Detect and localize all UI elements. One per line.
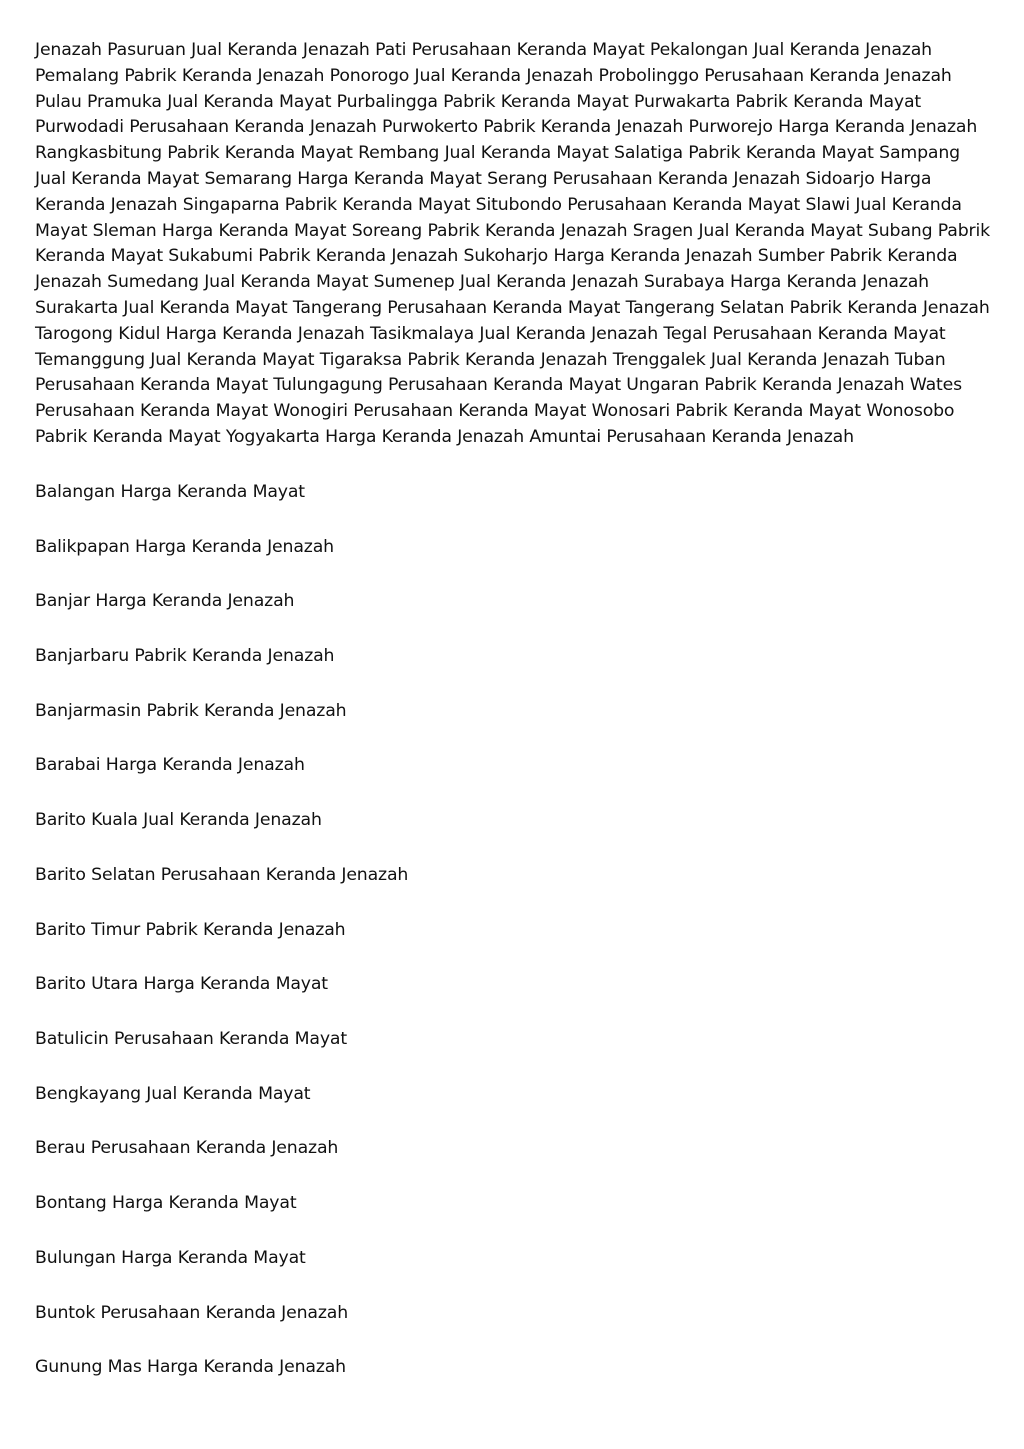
list-item: Gunung Mas Harga Keranda Jenazah <box>35 1357 346 1377</box>
list-item: Barito Selatan Perusahaan Keranda Jenazah <box>35 865 409 885</box>
list-item: Batulicin Perusahaan Keranda Mayat <box>35 1029 347 1049</box>
intro-paragraph: Jenazah Pasuruan Jual Keranda Jenazah Pati Perusahaan Keranda Mayat Pekalongan Jual Keranda Jenazah Pemalang Pabrik Keranda Jenazah Ponorogo Jual Keranda Jenazah Probolinggo Perusahaan Keranda Jenazah Pulau Pramuka Jual Keranda Mayat Purbalingga Pabrik Keranda Mayat Purwakarta Pabrik Keranda Mayat Purwodadi Perusahaan Keranda Jenazah Purwokerto Pabrik Keranda Jenazah Purworejo Harga Keranda Jenazah Rangkasbitung Pabrik Keranda Mayat Rembang Jual Keranda Mayat Salatiga Pabrik Keranda Mayat Sampang Jual Keranda Mayat Semarang Harga Keranda Mayat Serang Perusahaan Keranda Jenazah Sidoarjo Harga Keranda Jenazah Singaparna Pabrik Keranda Mayat Situbondo Perusahaan Keranda Mayat Slawi Jual Keranda Mayat Sleman Harga Keranda Mayat Soreang Pabrik Keranda Jenazah Sragen Jual Keranda Mayat Subang Pabrik Keranda Mayat Sukabumi Pabrik Keranda Jenazah Sukoharjo Harga Keranda Jenazah Sumber Pabrik Keranda Jenazah Sumedang Jual Keranda Mayat Sumenep Jual Keranda Jenazah Surabaya Harga Keranda Jenazah Surakarta Jual Keranda Mayat Tangerang Perusahaan Keranda Mayat Tangerang Selatan Pabrik Keranda Jenazah Tarogong Kidul Harga Keranda Jenazah Tasikmalaya Jual Keranda Jenazah Tegal Perusahaan Keranda Mayat Temanggung Jual Keranda Mayat Tigaraksa Pabrik Keranda Jenazah Trenggalek Jual Keranda Jenazah Tuban Perusahaan Keranda Mayat Tulungagung Perusahaan Keranda Mayat Ungaran Pabrik Keranda Jenazah Wates Perusahaan Keranda Mayat Wonogiri Perusahaan Keranda Mayat Wonosari Pabrik Keranda Mayat Wonosobo Pabrik Keranda Mayat Yogyakarta Harga Keranda Jenazah Amuntai Perusahaan Keranda Jenazah <box>35 40 990 447</box>
list-item: Barito Kuala Jual Keranda Jenazah <box>35 810 322 830</box>
document-page <box>35 38 993 1377</box>
list-item: Berau Perusahaan Keranda Jenazah <box>35 1138 339 1158</box>
list-item: Banjar Harga Keranda Jenazah <box>35 591 295 611</box>
list-item: Barabai Harga Keranda Jenazah <box>35 755 305 775</box>
list-item: Balangan Harga Keranda Mayat <box>35 482 305 502</box>
list-item: Banjarbaru Pabrik Keranda Jenazah <box>35 646 335 666</box>
list-item: Buntok Perusahaan Keranda Jenazah <box>35 1303 349 1323</box>
list-item: Bengkayang Jual Keranda Mayat <box>35 1084 311 1104</box>
list-item: Barito Timur Pabrik Keranda Jenazah <box>35 920 346 940</box>
list-item: Banjarmasin Pabrik Keranda Jenazah <box>35 701 347 721</box>
list-item: Bontang Harga Keranda Mayat <box>35 1193 297 1213</box>
list-item: Bulungan Harga Keranda Mayat <box>35 1248 306 1268</box>
list-item: Barito Utara Harga Keranda Mayat <box>35 974 328 994</box>
list-item: Balikpapan Harga Keranda Jenazah <box>35 537 334 557</box>
